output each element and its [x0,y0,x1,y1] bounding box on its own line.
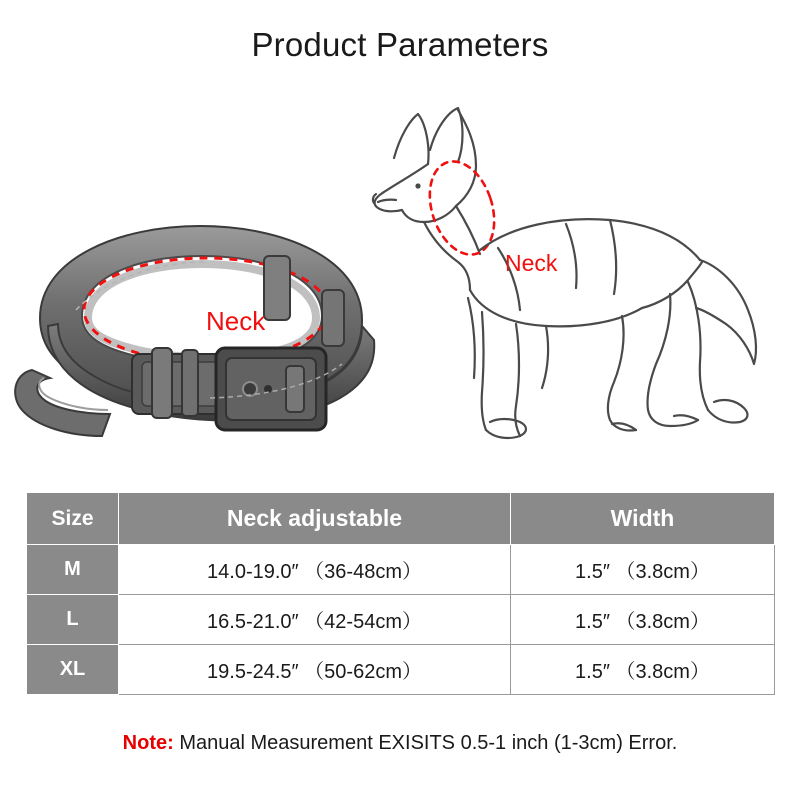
table-body [27,545,775,695]
cell-size: M [27,545,119,595]
collar-neck-label: Neck [206,306,266,336]
specifications-table [26,492,775,695]
cell-width: 1.5″ （3.8cm） [511,595,775,645]
column-header-neck-adjustable: Neck adjustable [119,493,511,545]
table-row [27,595,775,645]
measurement-note [0,732,800,755]
column-header-size: Size [27,493,119,545]
cell-neck-adjustable: 14.0-19.0″ （36-48cm） [119,545,511,595]
page-title: Product Parameters [251,26,549,63]
dog-illustration [370,98,800,468]
table-row [27,545,775,595]
cell-size: XL [27,645,119,695]
note-text: Manual Measurement EXISITS 0.5-1 inch (1-3cm) Error. [179,732,678,754]
note-label: Note: [122,732,174,754]
column-header-width: Width [511,493,775,545]
table-header-row [27,493,775,545]
cell-neck-adjustable: 16.5-21.0″ （42-54cm） [119,595,511,645]
cell-width: 1.5″ （3.8cm） [511,645,775,695]
table-row [27,645,775,695]
illustration-area [0,88,800,478]
cell-width: 1.5″ （3.8cm） [511,545,775,595]
dog-neck-label: Neck [505,250,558,276]
cell-neck-adjustable: 19.5-24.5″ （50-62cm） [119,645,511,695]
cell-size: L [27,595,119,645]
table-header [27,493,775,545]
collar-illustration [10,198,400,468]
